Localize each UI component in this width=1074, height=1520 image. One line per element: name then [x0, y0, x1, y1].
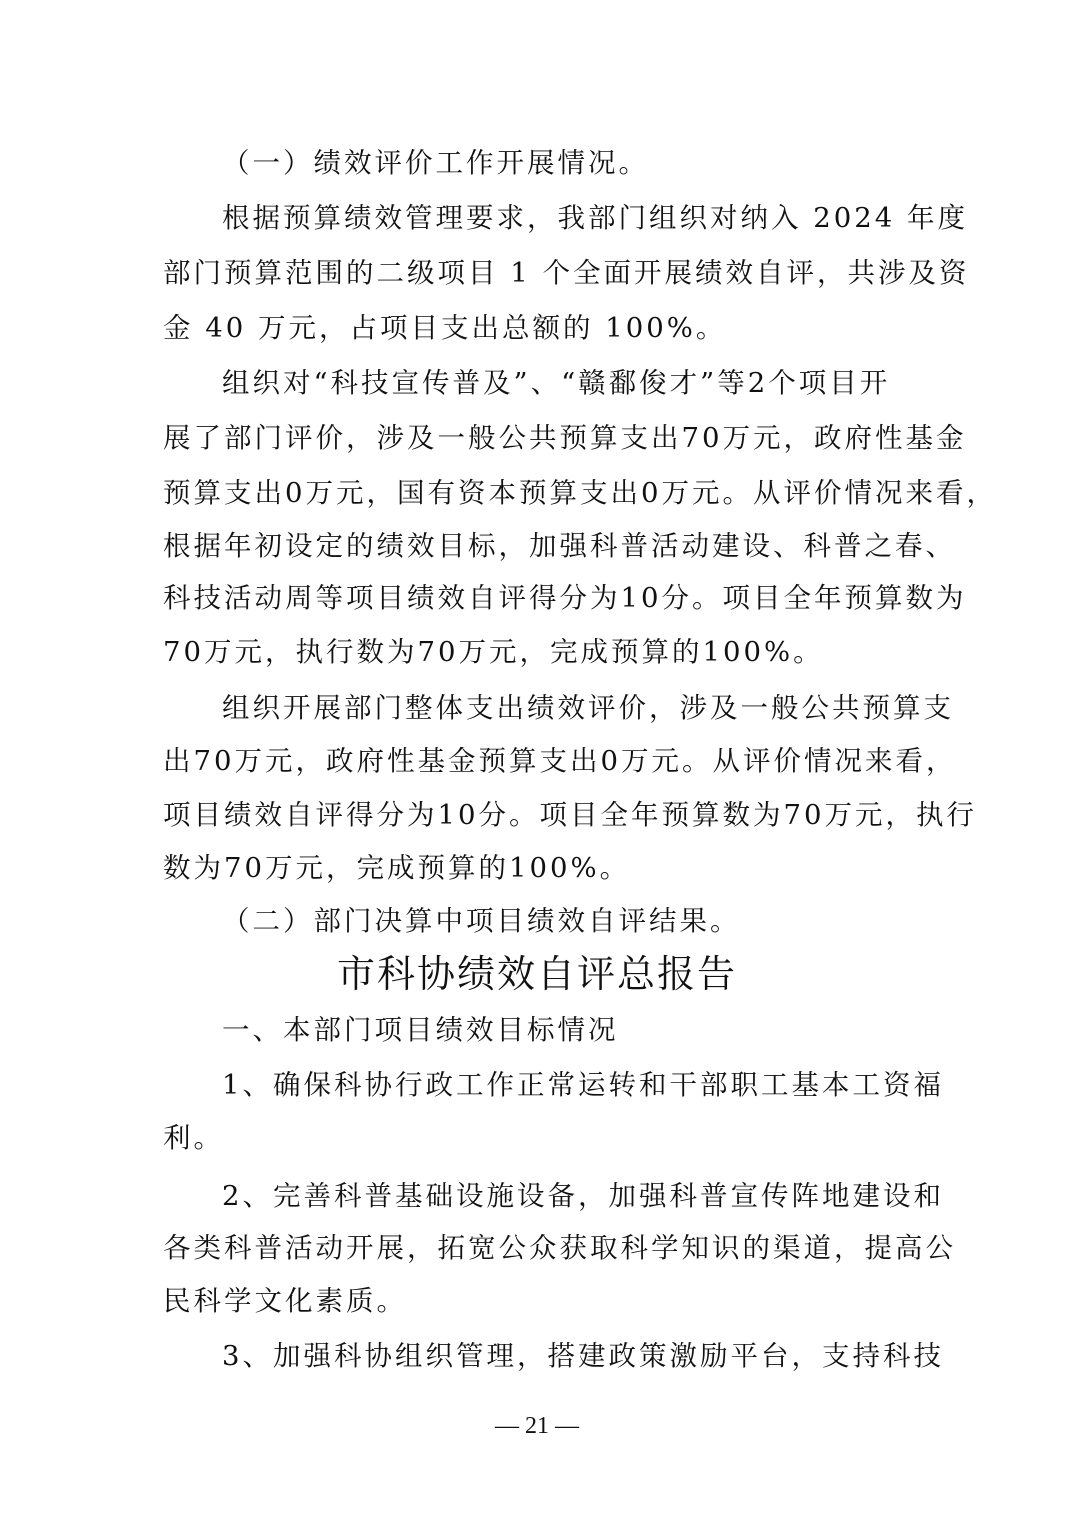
- paragraph-line: 金 40 万元，占项目支出总额的 100%。: [163, 312, 727, 344]
- section-heading-2: （二）部门决算中项目绩效自评结果。: [222, 905, 741, 937]
- paragraph-line: 组织对“科技宣传普及”、“赣鄱俊才”等2个项目开: [222, 367, 891, 399]
- paragraph-line: 展了部门评价，涉及一般公共预算支出70万元，政府性基金: [163, 422, 967, 454]
- section-heading-3: 一、本部门项目绩效目标情况: [222, 1014, 619, 1046]
- paragraph-line: 各类科普活动开展，拓宽公众获取科学知识的渠道，提高公: [163, 1232, 956, 1264]
- paragraph-line: 项目绩效自评得分为10分。项目全年预算数为70万元，执行: [163, 799, 977, 831]
- section-heading-1: （一）绩效评价工作开展情况。: [222, 147, 649, 179]
- paragraph-line: 利。: [163, 1122, 224, 1154]
- paragraph-line: 根据年初设定的绩效目标，加强科普活动建设、科普之春、: [163, 530, 956, 562]
- paragraph-line: 1、确保科协行政工作正常运转和干部职工基本工资福: [222, 1069, 944, 1101]
- paragraph-line: 科技活动周等项目绩效自评得分为10分。项目全年预算数为: [163, 582, 967, 614]
- paragraph-line: 2、完善科普基础设施设备，加强科普宣传阵地建设和: [222, 1180, 944, 1212]
- paragraph-line: 70万元，执行数为70万元，完成预算的100%。: [163, 636, 824, 668]
- paragraph-line: 预算支出0万元，国有资本预算支出0万元。从评价情况来看，: [163, 477, 997, 509]
- page-number: — 21 —: [495, 1413, 579, 1439]
- paragraph-line: 数为70万元，完成预算的100%。: [163, 852, 631, 884]
- paragraph-line: 组织开展部门整体支出绩效评价，涉及一般公共预算支: [222, 692, 954, 724]
- paragraph-line: 根据预算绩效管理要求，我部门组织对纳入 2024 年度: [222, 202, 968, 234]
- paragraph-line: 部门预算范围的二级项目 1 个全面开展绩效自评，共涉及资: [163, 257, 970, 289]
- paragraph-line: 3、加强科协组织管理，搭建政策激励平台，支持科技: [222, 1340, 944, 1372]
- paragraph-line: 民科学文化素质。: [163, 1285, 407, 1317]
- paragraph-line: 出70万元，政府性基金预算支出0万元。从评价情况来看，: [163, 745, 957, 777]
- report-title: 市科协绩效自评总报告: [336, 952, 737, 996]
